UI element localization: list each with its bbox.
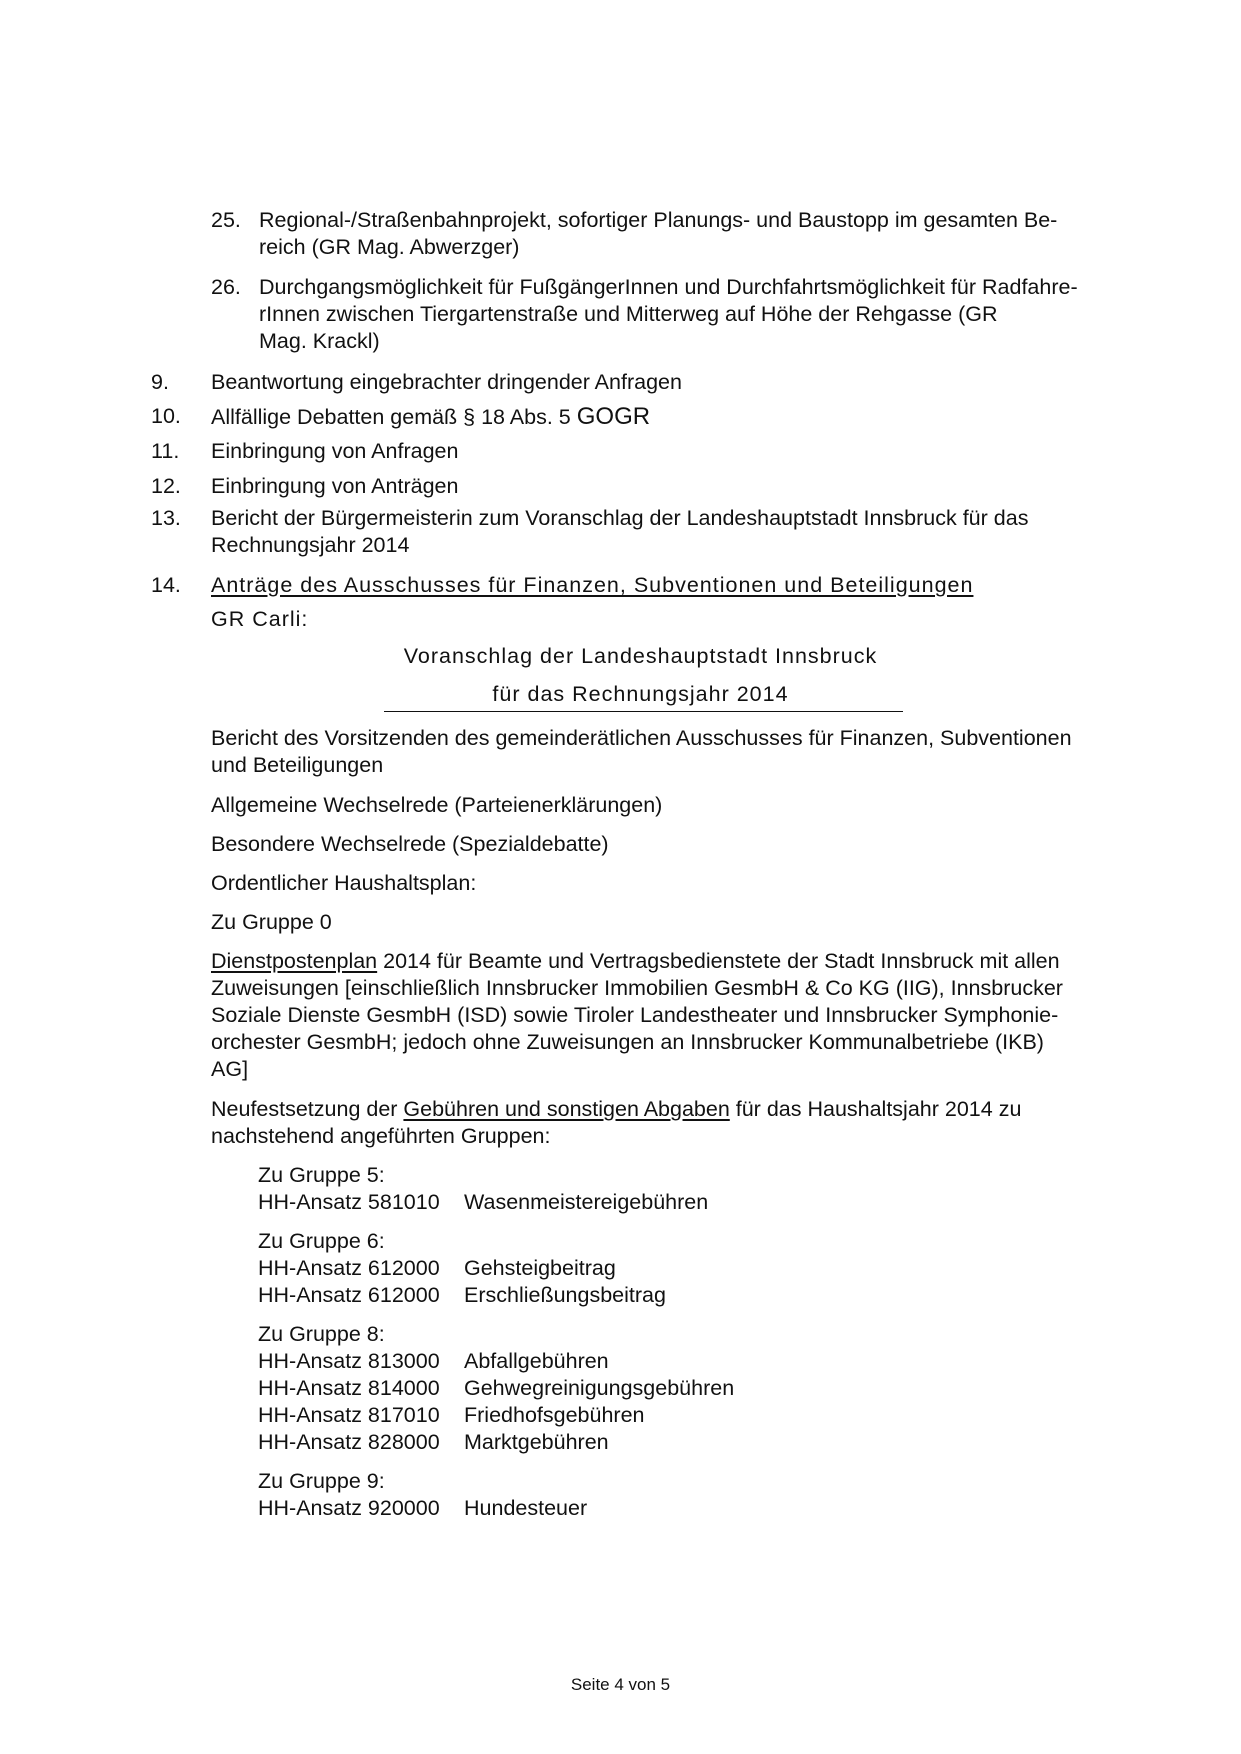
budget-row: HH-Ansatz 612000 Erschließungsbeitrag bbox=[258, 1283, 666, 1307]
budget-title: Voranschlag der Landeshauptstadt Innsbruck bbox=[403, 644, 878, 668]
group-0-label: Zu Gruppe 0 bbox=[211, 910, 332, 934]
item-number: 26. bbox=[211, 275, 241, 299]
staff-plan-paragraph: orchester GesmbH; jedoch ohne Zuweisungen an Innsbrucker Kommunalbetriebe (IKB) bbox=[211, 1030, 1044, 1054]
group-label: Zu Gruppe 5: bbox=[258, 1163, 385, 1187]
budget-row: HH-Ansatz 920000 Hundesteuer bbox=[258, 1496, 588, 1520]
group-label: Zu Gruppe 8: bbox=[258, 1322, 385, 1346]
staff-plan-paragraph: Soziale Dienste GesmbH (ISD) sowie Tiroler Landestheater und Innsbrucker Symphonie- bbox=[211, 1003, 1059, 1027]
item-number: 25. bbox=[211, 208, 241, 232]
budget-row: HH-Ansatz 828000 Marktgebühren bbox=[258, 1430, 609, 1454]
staff-plan-link: Dienstpostenplan bbox=[211, 949, 378, 973]
budget-row: HH-Ansatz 612000 Gehsteigbeitrag bbox=[258, 1256, 616, 1280]
item-number: 13. bbox=[151, 506, 181, 530]
item-number: 9. bbox=[151, 370, 169, 394]
special-debate: Besondere Wechselrede (Spezialdebatte) bbox=[211, 832, 609, 856]
staff-plan-paragraph: Dienstpostenplan 2014 für Beamte und Vertragsbedienstete der Stadt Innsbruck mit allen bbox=[211, 949, 1060, 973]
staff-plan-paragraph: Zuweisungen [einschließlich Innsbrucker Immobilien GesmbH & Co KG (IIG), Innsbrucker bbox=[211, 976, 1063, 1000]
section-heading: Anträge des Ausschusses für Finanzen, Subventionen und Beteiligungen bbox=[211, 573, 974, 597]
budget-row: HH-Ansatz 814000 Gehwegreinigungsgebühren bbox=[258, 1376, 735, 1400]
item-text: Beantwortung eingebrachter dringender Anfragen bbox=[211, 370, 682, 394]
item-text: Allfällige Debatten gemäß § 18 Abs. 5 GOGR bbox=[211, 403, 651, 430]
budget-plan-label: Ordentlicher Haushaltsplan: bbox=[211, 871, 477, 895]
group-label: Zu Gruppe 9: bbox=[258, 1469, 385, 1493]
budget-row: HH-Ansatz 813000 Abfallgebühren bbox=[258, 1349, 609, 1373]
fees-paragraph: nachstehend angeführten Gruppen: bbox=[211, 1124, 551, 1148]
report-paragraph: Bericht des Vorsitzenden des gemeinderätlichen Ausschusses für Finanzen, Subventionen bbox=[211, 726, 1072, 750]
item-number: 12. bbox=[151, 474, 181, 498]
page-footer: Seite 4 von 5 bbox=[570, 1675, 671, 1694]
item-number: 14. bbox=[151, 573, 181, 597]
item-text: Durchgangsmöglichkeit für FußgängerInnen und Durchfahrtsmöglichkeit für Radfahre- bbox=[259, 275, 1078, 299]
staff-plan-paragraph: AG] bbox=[211, 1057, 249, 1081]
title-rule bbox=[384, 711, 903, 712]
general-debate: Allgemeine Wechselrede (Parteienerklärungen) bbox=[211, 793, 663, 817]
item-text: Rechnungsjahr 2014 bbox=[211, 533, 410, 557]
report-paragraph: und Beteiligungen bbox=[211, 753, 384, 777]
item-number: 10. bbox=[151, 404, 181, 428]
item-number: 11. bbox=[151, 439, 180, 463]
budget-row: HH-Ansatz 817010 Friedhofsgebühren bbox=[258, 1403, 645, 1427]
item-text: Mag. Krackl) bbox=[259, 329, 380, 353]
fees-link: Gebühren und sonstigen Abgaben bbox=[403, 1097, 730, 1121]
item-text: rInnen zwischen Tiergartenstraße und Mitterweg auf Höhe der Rehgasse (GR bbox=[259, 302, 998, 326]
item-text: Einbringung von Anträgen bbox=[211, 474, 459, 498]
item-text: Einbringung von Anfragen bbox=[211, 439, 459, 463]
item-text: Bericht der Bürgermeisterin zum Voranschlag der Landeshauptstadt Innsbruck für das bbox=[211, 506, 1029, 530]
speaker-label: GR Carli: bbox=[211, 607, 309, 631]
budget-row: HH-Ansatz 581010 Wasenmeistereigebühren bbox=[258, 1190, 709, 1214]
budget-subtitle: für das Rechnungsjahr 2014 bbox=[492, 682, 789, 706]
item-text: Regional-/Straßenbahnprojekt, sofortiger Planungs- und Baustopp im gesamten Be- bbox=[259, 208, 1058, 232]
group-label: Zu Gruppe 6: bbox=[258, 1229, 385, 1253]
item-text: reich (GR Mag. Abwerzger) bbox=[259, 235, 520, 259]
fees-paragraph: Neufestsetzung der Gebühren und sonstigen Abgaben für das Haushaltsjahr 2014 zu bbox=[211, 1097, 1022, 1121]
